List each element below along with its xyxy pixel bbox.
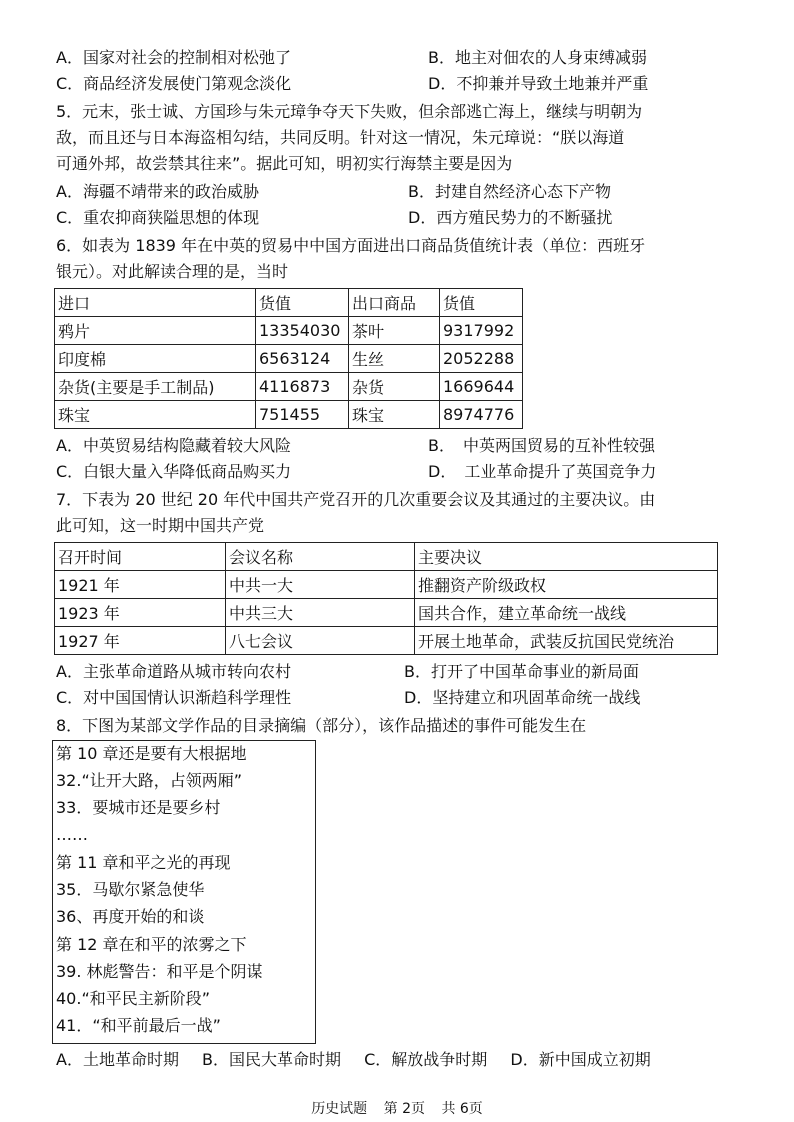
table-cell: 推翻资产阶级政权 (415, 571, 718, 599)
table-cell: 印度棉 (55, 345, 256, 373)
toc-item: 41．“和平前最后一战” (56, 1016, 221, 1035)
q5-option-row-1 (56, 180, 756, 204)
table-row (55, 571, 718, 599)
q8-stem-line-1: 8．下图为某部文学作品的目录摘编（部分），该作品描述的事件可能发生在 (56, 716, 587, 735)
q8-toc-box (52, 740, 316, 1044)
table-cell: 4116873 (256, 373, 349, 401)
table-cell: 开展土地革命，武装反抗国民党统治 (415, 627, 718, 655)
footer-subject: 历史试题 (311, 1101, 368, 1117)
toc-item: 35．马歇尔紧急使华 (56, 880, 205, 899)
table-cell: 1921 年 (55, 571, 226, 599)
footer-page-number: 第 2页 (383, 1101, 425, 1117)
table-cell: 生丝 (349, 345, 440, 373)
q6-option-a: A．中英贸易结构隐藏着较大风险 (56, 436, 291, 455)
toc-item: …… (56, 825, 88, 844)
q5-option-row-2 (56, 206, 756, 230)
table-header-row (55, 289, 523, 317)
q5-option-b: B．封建自然经济心态下产物 (408, 182, 611, 201)
table-cell: 1923 年 (55, 599, 226, 627)
q7-option-c: C．对中国国情认识渐趋科学理性 (56, 688, 292, 707)
table-cell: 中共一大 (226, 571, 415, 599)
q6-stem-line-2: 银元）。对此解读合理的是，当时 (56, 262, 289, 281)
q8-options (56, 1048, 669, 1072)
q7-stem-line-1: 7．下表为 20 世纪 20 年代中国共产党召开的几次重要会议及其通过的主要决议。由 (56, 490, 656, 509)
q6-option-row-1 (56, 434, 756, 458)
table-cell: 2052288 (440, 345, 523, 373)
q5-option-d: D．西方殖民势力的不断骚扰 (408, 208, 613, 227)
table-header-row (55, 543, 718, 571)
table-cell: 中共三大 (226, 599, 415, 627)
q4-option-a: A．国家对社会的控制相对松弛了 (56, 48, 291, 67)
table-cell: 鸦片 (55, 317, 256, 345)
table-cell: 13354030 (256, 317, 349, 345)
table-header-cell: 会议名称 (226, 543, 415, 571)
table-row (55, 401, 523, 429)
q5-stem-line-2: 敌，而且还与日本海盗相勾结，共同反明。针对这一情况，朱元璋说：“朕以海道 (56, 128, 625, 147)
table-row (55, 599, 718, 627)
q5-stem-line-1: 5．元末，张士诚、方国珍与朱元璋争夺天下失败，但余部逃亡海上，继续与明朝为 (56, 102, 643, 121)
table-row (55, 373, 523, 401)
table-header-cell: 货值 (440, 289, 523, 317)
q6-option-c: C．白银大量入华降低商品购买力 (56, 462, 292, 481)
q4-option-row-1 (56, 46, 756, 70)
table-cell: 6563124 (256, 345, 349, 373)
q6-option-b: B． 中英两国贸易的互补性较强 (428, 436, 655, 455)
table-cell: 珠宝 (55, 401, 256, 429)
table-cell: 1927 年 (55, 627, 226, 655)
q8-option-a: A．土地革命时期 (56, 1050, 179, 1069)
table-row (55, 627, 718, 655)
q5-stem-line-3: 可通外邦，故尝禁其往来”。据此可知，明初实行海禁主要是因为 (56, 154, 513, 173)
toc-item: 32.“让开大路，占领两厢” (56, 771, 243, 790)
q7-meeting-table (54, 542, 718, 655)
toc-item: 40.“和平民主新阶段” (56, 989, 211, 1008)
table-header-cell: 主要决议 (415, 543, 718, 571)
table-header-cell: 召开时间 (55, 543, 226, 571)
table-row (55, 317, 523, 345)
table-cell: 杂货 (349, 373, 440, 401)
q6-option-d: D． 工业革命提升了英国竞争力 (428, 462, 657, 481)
toc-item: 33．要城市还是要乡村 (56, 798, 221, 817)
q6-stem-line-1: 6．如表为 1839 年在中英的贸易中中国方面进出口商品货值统计表（单位：西班牙 (56, 236, 646, 255)
table-header-cell: 出口商品 (349, 289, 440, 317)
table-cell: 1669644 (440, 373, 523, 401)
footer-total-pages: 共 6页 (441, 1101, 483, 1117)
toc-item: 36、再度开始的和谈 (56, 907, 205, 926)
q7-option-d: D．坚持建立和巩固革命统一战线 (404, 688, 641, 707)
q8-option-d: D．新中国成立初期 (510, 1050, 651, 1069)
table-cell: 8974776 (440, 401, 523, 429)
q5-option-c: C．重农抑商狭隘思想的体现 (56, 208, 260, 227)
q7-stem-line-2: 此可知，这一时期中国共产党 (56, 516, 265, 535)
table-cell: 杂货(主要是手工制品) (55, 373, 256, 401)
q4-option-c: C．商品经济发展使门第观念淡化 (56, 74, 292, 93)
table-header-cell: 进口 (55, 289, 256, 317)
table-row (55, 345, 523, 373)
table-cell: 珠宝 (349, 401, 440, 429)
q8-option-c: C．解放战争时期 (364, 1050, 488, 1069)
q7-option-b: B．打开了中国革命事业的新局面 (404, 662, 639, 681)
table-cell: 八七会议 (226, 627, 415, 655)
q7-option-a: A．主张革命道路从城市转向农村 (56, 662, 291, 681)
table-cell: 9317992 (440, 317, 523, 345)
q4-option-b: B．地主对佃农的人身束缚减弱 (428, 48, 647, 67)
q6-trade-table (54, 288, 523, 429)
toc-item: 39. 林彪警告：和平是个阴谋 (56, 962, 263, 981)
table-cell: 茶叶 (349, 317, 440, 345)
page-footer (0, 1098, 794, 1118)
q7-option-row-1 (56, 660, 756, 684)
q4-option-row-2 (56, 72, 756, 96)
q6-option-row-2 (56, 460, 756, 484)
toc-item: 第 10 章还是要有大根据地 (56, 744, 247, 763)
q5-option-a: A．海疆不靖带来的政治威胁 (56, 182, 259, 201)
q7-option-row-2 (56, 686, 756, 710)
q4-option-d: D．不抑兼并导致土地兼并严重 (428, 74, 649, 93)
toc-item: 第 12 章在和平的浓雾之下 (56, 935, 247, 954)
table-cell: 国共合作，建立革命统一战线 (415, 599, 718, 627)
table-cell: 751455 (256, 401, 349, 429)
toc-item: 第 11 章和平之光的再现 (56, 853, 231, 872)
q8-option-b: B．国民大革命时期 (202, 1050, 342, 1069)
table-header-cell: 货值 (256, 289, 349, 317)
